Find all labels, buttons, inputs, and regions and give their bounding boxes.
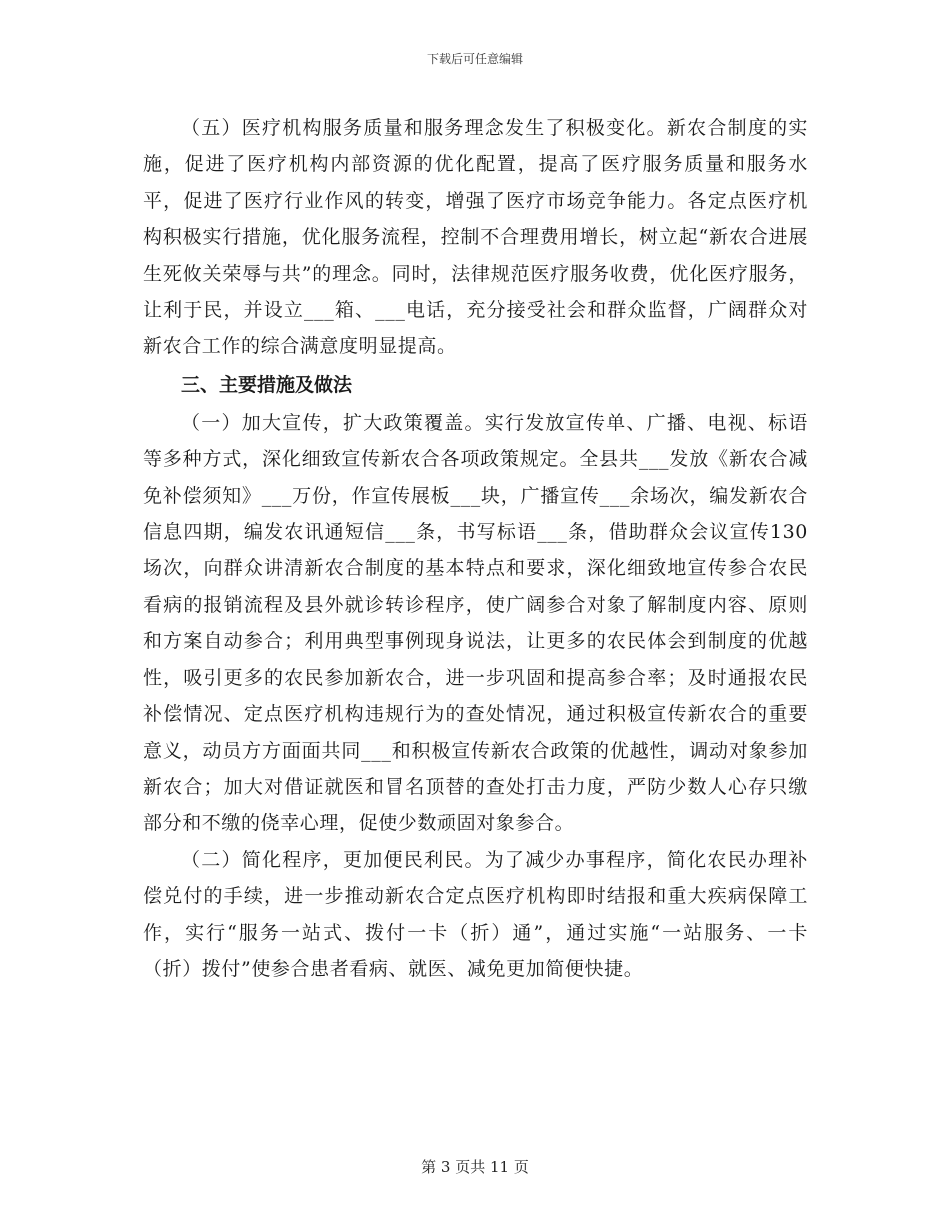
page-footer: 第 3 页共 11 页 [421,1158,529,1176]
section-heading-measures: 三、主要措施及做法 [181,373,353,396]
paragraph-publicity: （一）加大宣传，扩大政策覆盖。实行发放宣传单、广播、电视、标语等多种方式，深化细致宣传新农合各项政策规定。全县共___发放《新农合减免补偿须知》___万份，作宣传展板___块，广播宣传___余场次，编发新农合信息四期，编发农讯通短信___条，书写标语___条，借助群众会议宣传130场次，向群众讲清新农合制度的基本特点和要求，深化细致地宣传参合农民看病的报销流程及县外就诊转诊程序，使广阔参合对象了解制度内容、原则和方案自动参合；利用典型事例现身说法，让更多的农民体会到制度的优越性，吸引更多的农民参加新农合，进一步巩固和提高参合率；及时通报农民补偿情况、定点医疗机构违规行为的查处情况，通过积极宣传新农合的重要意义，动员方方面面共同___和积极宣传新农合政策的优越性，调动对象参加新农合；加大对借证就医和冒名顶替的查处打击力度，严防少数人心存只缴部分和不缴的侥幸心理，促使少数顽固对象参合。 [143,411,808,835]
paragraph-simplify-procedures: （二）简化程序，更加便民利民。为了减少办事程序，简化农民办理补偿兑付的手续，进一步推动新农合定点医疗机构即时结报和重大疾病保障工作，实行“服务一站式、拨付一卡（折）通”，通过实施“一站服务、一卡（折）拨付”使参合患者看病、就医、减免更加简便快捷。 [143,848,808,980]
document-body [143,110,808,987]
paragraph-medical-quality: （五）医疗机构服务质量和服务理念发生了积极变化。新农合制度的实施，促进了医疗机构内部资源的优化配置，提高了医疗服务质量和服务水平，促进了医疗行业作风的转变，增强了医疗市场竞争能力。各定点医疗机构积极实行措施，优化服务流程，控制不合理费用增长，树立起“新农合进展生死攸关荣辱与共”的理念。同时，法律规范医疗服务收费，优化医疗服务，让利于民，并设立___箱、___电话，充分接受社会和群众监督，广阔群众对新农合工作的综合满意度明显提高。 [143,117,808,358]
page-header: 下载后可任意编辑 [426,52,523,66]
